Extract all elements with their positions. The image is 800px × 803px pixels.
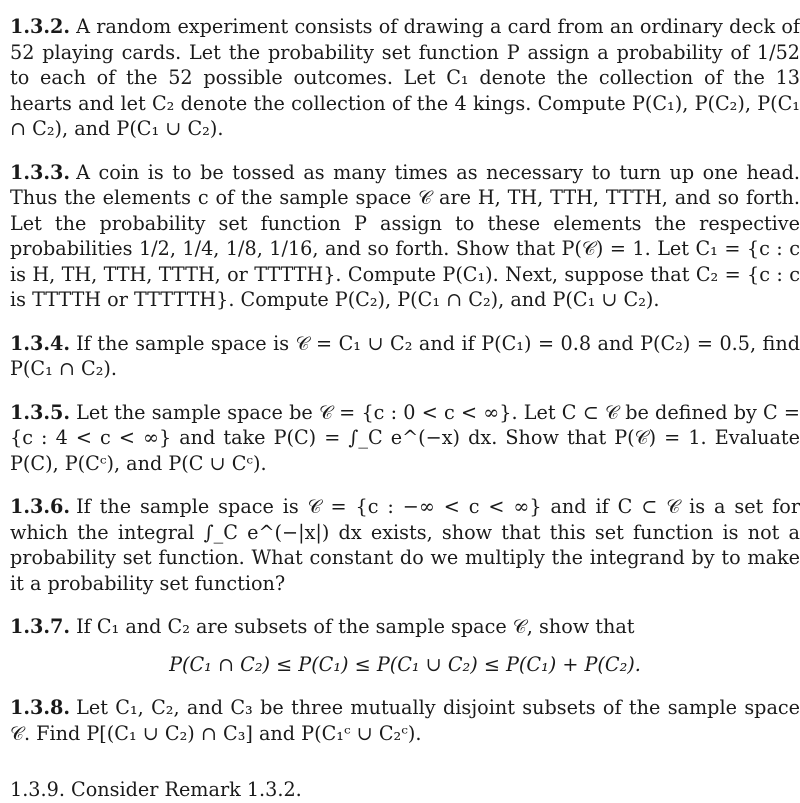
exercise-1-3-6: [10, 494, 800, 596]
exercise-text: A coin is to be tossed as many times as necessary to turn up one head. Thus the elements c of the sample space 𝒞 are H, TH, TTH, TTTH, and so forth. Let the probability set function P assign to these elements the respective probabilities 1/2, 1/4, 1/8, 1/16, and so forth. Show that P(𝒞) = 1. Let C₁ = {c : c is H, TH, TTH, TTTH, or TTTTH}. Compute P(C₁). Next, suppose that C₂ = {c : c is TTTTH or TTTTTH}. Compute P(C₂), P(C₁ ∩ C₂), and P(C₁ ∪ C₂).: [10, 160, 800, 311]
exercise-number: 1.3.8.: [10, 696, 71, 719]
exercise-number: 1.3.6.: [10, 495, 71, 518]
exercise-1-3-5: [10, 400, 800, 477]
exercise-number: 1.3.2.: [10, 15, 71, 38]
exercise-text: If the sample space is 𝒞 = C₁ ∪ C₂ and if P(C₁) = 0.8 and P(C₂) = 0.5, find P(C₁ ∩ C₂).: [10, 331, 800, 380]
exercise-1-3-7: [10, 614, 800, 677]
exercise-1-3-2: [10, 14, 800, 142]
exercise-number: 1.3.5.: [10, 400, 71, 424]
exercise-text: Let the sample space be 𝒞 = {c : 0 < c < ∞}. Let C ⊂ 𝒞 be defined by C = {c : 4 < c < ∞} and take P(C) = ∫_C e^(−x) dx. Show that P(𝒞) = 1. Evaluate P(C), P(Cᶜ), and P(C ∪ Cᶜ).: [10, 400, 800, 475]
exercise-number: 1.3.7.: [10, 615, 71, 638]
exercise-1-3-4: [10, 331, 800, 382]
display-equation: P(C₁ ∩ C₂) ≤ P(C₁) ≤ P(C₁ ∪ C₂) ≤ P(C₁) + P(C₂).: [169, 652, 641, 676]
exercise-number: 1.3.3.: [10, 160, 71, 184]
exercise-text: If C₁ and C₂ are subsets of the sample space 𝒞, show that: [76, 615, 635, 638]
exercise-text: A random experiment consists of drawing a card from an ordinary deck of 52 playing cards. Let the probability set function P assign a probability of 1/52 to each of the 52 possible outcomes. Let C₁ denote the collection of the 13 hearts and let C₂ denote the collection of the 4 kings. Compute P(C₁), P(C₂), P(C₁ ∩ C₂), and P(C₁ ∪ C₂).: [10, 15, 800, 140]
exercise-1-3-8: [10, 695, 800, 746]
cutoff-next-exercise: 1.3.9. Consider Remark 1.3.2.: [10, 778, 302, 801]
exercise-text: Let C₁, C₂, and C₃ be three mutually disjoint subsets of the sample space 𝒞. Find P[(C₁ ∪ C₂) ∩ C₃] and P(C₁ᶜ ∪ C₂ᶜ).: [10, 696, 800, 745]
exercise-1-3-3: [10, 160, 800, 313]
exercise-text: If the sample space is 𝒞 = {c : −∞ < c < ∞} and if C ⊂ 𝒞 is a set for which the integral ∫_C e^(−|x|) dx exists, show that this set function is not a probability set function. What constant do we multiply the integrand by to make it a probability set function?: [10, 495, 800, 595]
exercise-page: [10, 14, 800, 764]
exercise-number: 1.3.4.: [10, 331, 71, 355]
